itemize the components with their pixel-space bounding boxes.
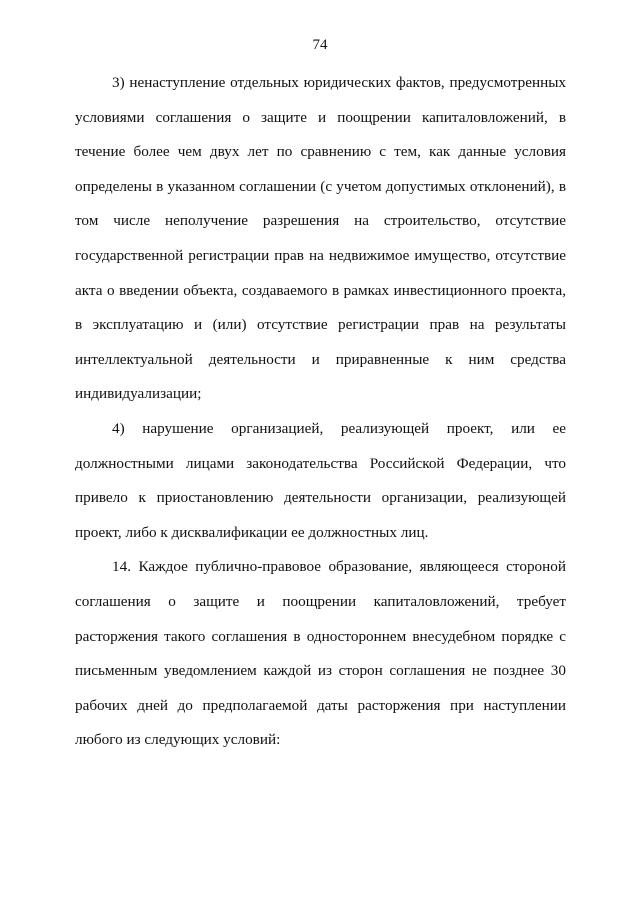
paragraph-item-3: 3) ненаступление отдельных юридических фактов, предусмотренных условиями соглашения о защите и поощрении капиталовложений, в течение более чем двух лет по сравнению с тем, как данные условия определены в указанном соглашении (с учетом допустимых отклонений), в том числе неполучение разрешения на строительство, отсутствие государственной регистрации прав на недвижимое имущество, отсутствие акта о введении объекта, создаваемого в рамках инвестиционного проекта, в эксплуатацию и (или) отсутствие регистрации прав на результаты интеллектуальной деятельности и приравненные к ним средства индивидуализации; <box>75 74 566 403</box>
document-body <box>75 66 566 758</box>
paragraph-item-4: 4) нарушение организацией, реализующей проект, или ее должностными лицами законодательства Российской Федерации, что привело к приостановлению деятельности организации, реализующей проект, либо к дисквалификации ее должностных лиц. <box>75 419 566 541</box>
page-number: 74 <box>312 37 328 53</box>
paragraph-section-14: 14. Каждое публично-правовое образование, являющееся стороной соглашения о защите и поощрении капиталовложений, требует расторжения такого соглашения в одностороннем внесудебном порядке с письменным уведомлением каждой из сторон соглашения не позднее 30 рабочих дней до предполагаемой даты расторжения при наступлении любого из следующих условий: <box>75 558 566 749</box>
